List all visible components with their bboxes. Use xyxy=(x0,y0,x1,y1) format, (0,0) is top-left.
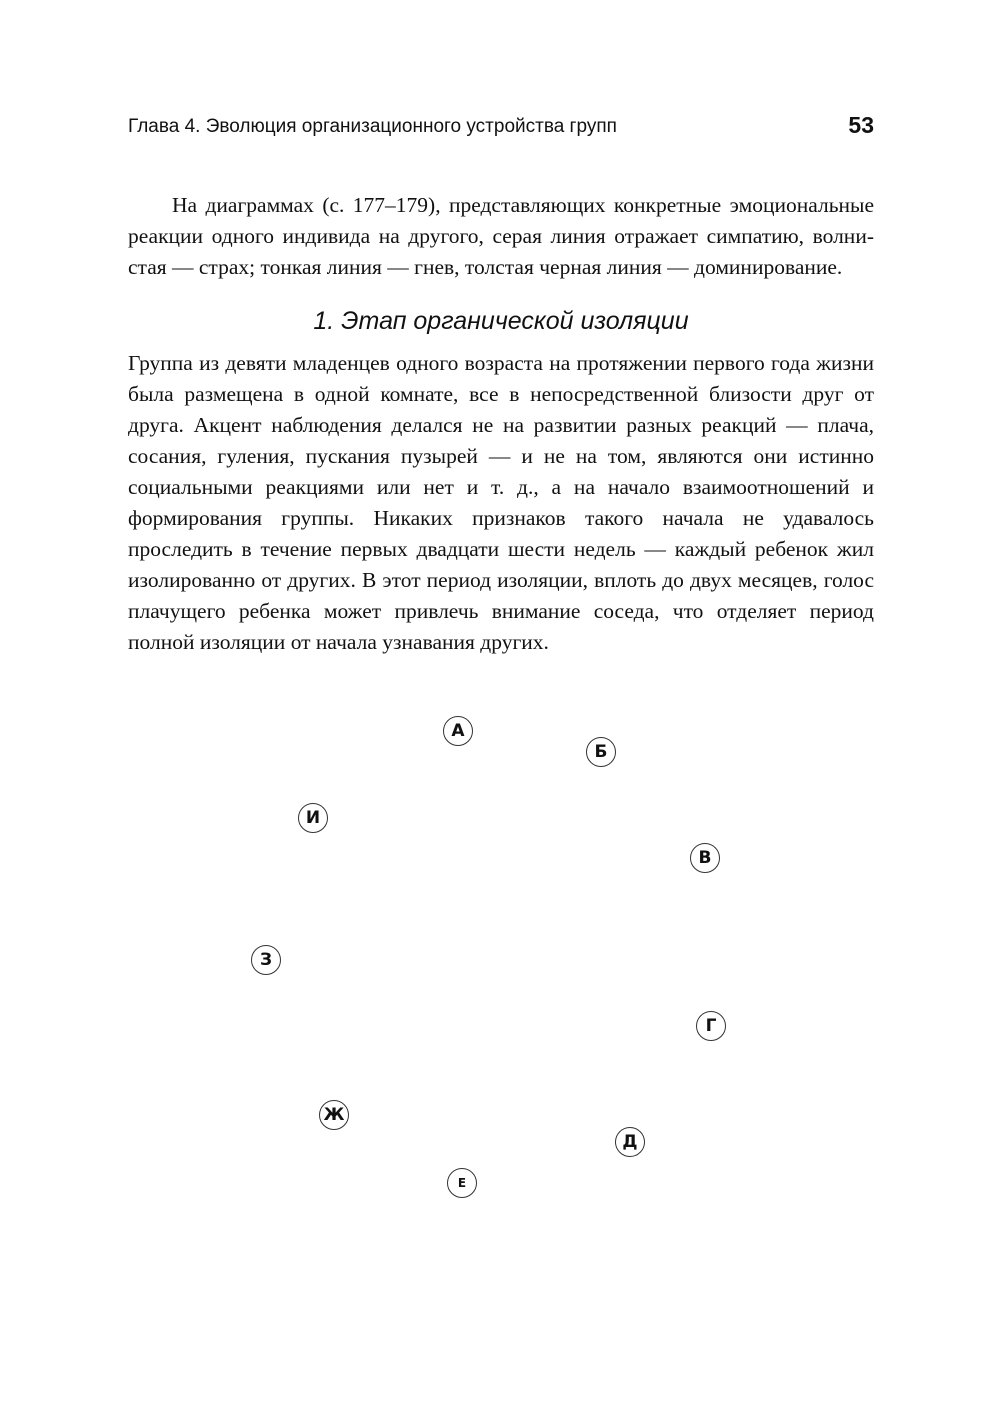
diagram-node-i: И xyxy=(298,803,328,833)
diagram-node-g: Г xyxy=(696,1011,726,1041)
diagram-node-d: Д xyxy=(615,1127,645,1157)
intro-paragraph: На диаграммах (с. 177–179), представляющих конкретные эмоциональные реакции одного индивида на другого, серая линия отражает симпатию, волнистая — страх; тонкая линия — гнев, толстая черная линия — доминирование. xyxy=(128,193,874,279)
page-number: 53 xyxy=(848,112,874,138)
section-paragraph: Группа из девяти младенцев одного возраста на протяжении первого года жизни была размещена в одной комнате, все в непосредственной близости друг от друга. Акцент наблюдения делался не на развитии разных реакций — плача, сосания, гуления, пускания пузырей — и не на том, являются они истинно социальными реакциями или нет и т. д., а на начало взаимоотношений и формирования группы. Никаких признаков такого начала не удавалось проследить в течение первых двадцати шести недель — каждый ребенок жил изолированно от других. В этот период изоляции, вплоть до двух месяцев, голос плачущего ребенка может привлечь внимание соседа, что отделяет период полной изоляции от начала узнавания других. xyxy=(128,351,874,654)
section-heading: 1. Этап органической изоляции xyxy=(313,307,689,335)
running-head xyxy=(128,110,874,142)
diagram-node-a: А xyxy=(443,716,473,746)
running-title: Глава 4. Эволюция организационного устройства групп xyxy=(128,116,617,137)
diagram-node-v: В xyxy=(690,843,720,873)
diagram-node-zh: Ж xyxy=(319,1100,349,1130)
diagram-node-b: Б xyxy=(586,737,616,767)
diagram-node-z: З xyxy=(251,945,281,975)
diagram-node-e: Е xyxy=(447,1168,477,1198)
